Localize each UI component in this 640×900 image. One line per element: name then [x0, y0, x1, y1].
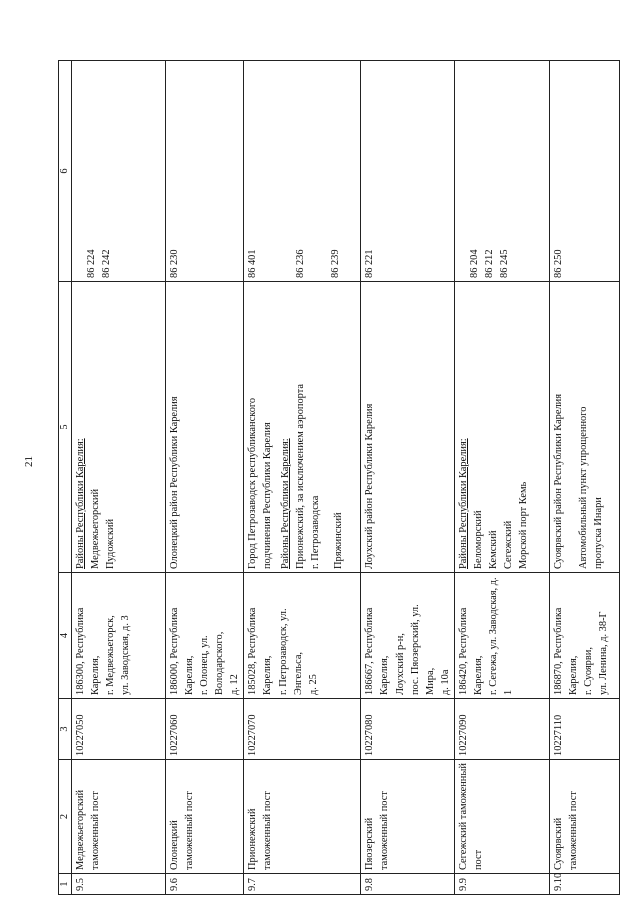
address-line: Лоухский р-н, — [394, 633, 406, 695]
address-line: д. 10а — [439, 669, 451, 695]
post-code: 10227110 — [549, 699, 619, 760]
table-row — [361, 61, 454, 895]
page-number: 21 — [23, 456, 35, 467]
okato-code: 86 245 — [499, 249, 511, 278]
address-line: 186000, Республика Карелия, — [169, 607, 196, 695]
post-name: Прионежский таможенный пост — [244, 760, 361, 874]
col-header-6: 6 — [59, 61, 72, 282]
area-heading: Районы Республики Карелия: — [75, 438, 86, 569]
area-item: подчинения Республики Карелия — [262, 422, 274, 569]
row-number: 9.7 — [244, 874, 361, 895]
okato-code: 86 250 — [552, 249, 564, 278]
address-line: 186420, Республика Карелия, — [457, 607, 484, 695]
customs-posts-table — [58, 60, 620, 895]
area-item: Лоухский район Республики Карелия — [364, 403, 376, 569]
area-item: Автомобильный пункт упрощенного — [577, 406, 589, 569]
row-number: 9.10 — [549, 874, 619, 895]
area-item: Пудожский — [105, 518, 117, 569]
okato-code: 86 236 — [295, 249, 307, 278]
post-code: 10227090 — [454, 699, 549, 760]
post-name: Суоярвский таможенный пост — [549, 760, 619, 874]
address-line: г. Суоярви, — [583, 647, 595, 695]
address-line: пос. Пяозерский, ул. Мира, — [409, 604, 436, 695]
okato-code: 86 224 — [86, 249, 97, 278]
okato-codes — [361, 61, 454, 282]
area-item: Сегежский — [503, 520, 515, 569]
post-code: 10227070 — [244, 699, 361, 760]
post-name: Пяозерский таможенный пост — [361, 760, 454, 874]
address-line: д. 25 — [307, 674, 319, 695]
area-item: Пряжинский — [332, 512, 344, 569]
okato-code: 86 212 — [483, 249, 495, 278]
header-row — [59, 61, 72, 895]
address-line: г. Олонец, ул. Володарского, — [199, 631, 226, 695]
okato-code: 86 401 — [247, 249, 259, 278]
area-item: Суоярвский район Республики Карелия — [552, 394, 564, 569]
address-line: 186870, Республика Карелия, — [552, 607, 579, 695]
post-code: 10227080 — [361, 699, 454, 760]
address-line: г. Петрозаводск, ул. Энгельса, — [277, 608, 304, 695]
okato-code: 86 204 — [468, 249, 480, 278]
okato-codes — [72, 61, 166, 282]
area-item: Олонецкий район Республики Карелия — [169, 396, 180, 569]
area-heading: Районы Республики Карелия: — [457, 438, 469, 569]
area-item: Прионежский, за исключением аэропорта — [294, 384, 306, 569]
service-area — [166, 282, 244, 573]
service-area — [549, 282, 619, 573]
table-row — [454, 61, 549, 895]
okato-code: 86 242 — [101, 249, 113, 278]
post-name: Медвежьегорский таможенный пост — [72, 760, 166, 874]
area-item: пропуска Инари — [593, 497, 605, 569]
post-address — [166, 573, 244, 699]
post-code: 10227060 — [166, 699, 244, 760]
rotated-table-wrapper — [58, 61, 620, 895]
row-number: 9.9 — [454, 874, 549, 895]
address-line: г. Медвежьегорск, — [105, 615, 117, 695]
area-heading: Районы Республики Карелия: — [279, 438, 291, 569]
okato-codes — [454, 61, 549, 282]
area-item: Морской порт Кемь — [518, 481, 530, 569]
service-area — [244, 282, 361, 573]
okato-code: 86 239 — [329, 249, 341, 278]
address-line: ул. Заводская, д. 3 — [120, 615, 132, 695]
table-row — [549, 61, 619, 895]
table-row — [244, 61, 361, 895]
address-line: г. Сегежа, ул. Заводская, д. 1 — [488, 577, 515, 695]
service-area — [361, 282, 454, 573]
okato-codes — [244, 61, 361, 282]
row-number: 9.5 — [72, 874, 166, 895]
post-address — [244, 573, 361, 699]
row-number: 9.6 — [166, 874, 244, 895]
post-name: Олонецкий таможенный пост — [166, 760, 244, 874]
post-address — [72, 573, 166, 699]
post-address — [549, 573, 619, 699]
col-header-5: 5 — [59, 282, 72, 573]
okato-code: 86 230 — [169, 249, 180, 278]
post-address — [454, 573, 549, 699]
col-header-4: 4 — [59, 573, 72, 699]
area-item: г. Петрозаводска — [309, 495, 321, 569]
address-line: ул. Ленина, д. 38-Г — [598, 611, 610, 695]
okato-code: 86 221 — [364, 249, 376, 278]
address-line: д. 12 — [229, 674, 241, 695]
okato-codes — [549, 61, 619, 282]
post-name: Сегежский таможенный пост — [454, 760, 549, 874]
table-row — [72, 61, 166, 895]
table-row — [166, 61, 244, 895]
area-item: Кемский — [488, 530, 500, 569]
post-address — [361, 573, 454, 699]
service-area — [72, 282, 166, 573]
col-header-3: 3 — [59, 699, 72, 760]
col-header-2: 2 — [59, 760, 72, 874]
row-number: 9.8 — [361, 874, 454, 895]
area-item: Город Петрозаводск республиканского — [247, 397, 259, 569]
okato-codes — [166, 61, 244, 282]
address-line: 186667, Республика Карелия, — [364, 607, 391, 695]
col-header-1: 1 — [59, 874, 72, 895]
address-line: 185028, Республика Карелия, — [247, 607, 274, 695]
area-item: Беломорский — [472, 510, 484, 569]
service-area — [454, 282, 549, 573]
post-code: 10227050 — [72, 699, 166, 760]
address-line: 186300, Республика Карелия, — [75, 607, 102, 695]
area-item: Медвежьегорский — [90, 488, 102, 569]
